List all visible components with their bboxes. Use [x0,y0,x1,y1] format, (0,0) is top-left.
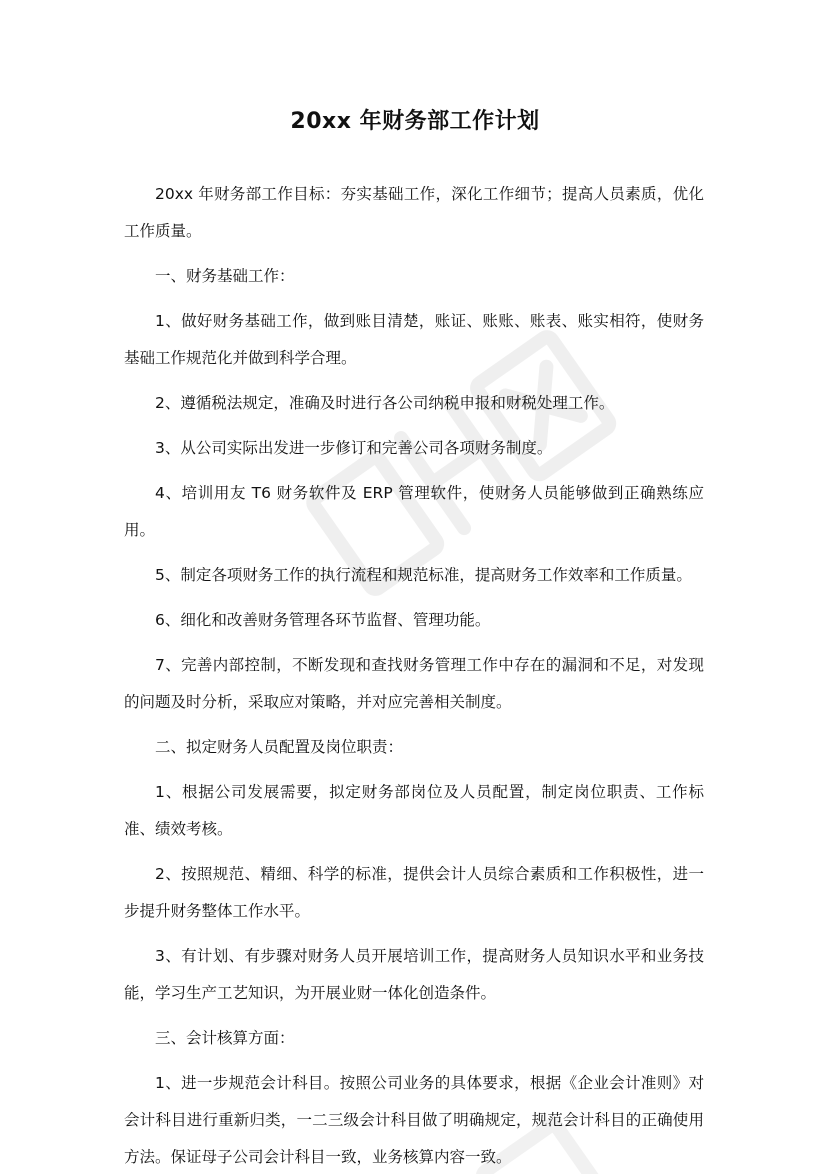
paragraph-goal: 20xx 年财务部工作目标：夯实基础工作，深化工作细节；提高人员素质，优化工作质量。 [124,185,704,240]
paragraph-staffing-1: 1、根据公司发展需要，拟定财务部岗位及人员配置，制定岗位职责、工作标准、绩效考核。 [124,783,704,838]
paragraph-basic-5: 5、制定各项财务工作的执行流程和规范标准，提高财务工作效率和工作质量。 [155,566,692,584]
document-title: 20xx 年财务部工作计划 [290,109,540,134]
paragraph-staffing-2: 2、按照规范、精细、科学的标准，提供会计人员综合素质和工作积极性，进一步提升财务整体工作水平。 [124,865,704,920]
section-heading-basic-work: 一、财务基础工作： [155,267,295,285]
paragraph-staffing-3: 3、有计划、有步骤对财务人员开展培训工作，提高财务人员知识水平和业务技能，学习生产工艺知识，为开展业财一体化创造条件。 [124,947,704,1002]
section-heading-accounting: 三、会计核算方面： [155,1029,295,1047]
document-body [124,176,704,1174]
paragraph-basic-4: 4、培训用友 T6 财务软件及 ERP 管理软件，使财务人员能够做到正确熟练应用。 [124,484,704,539]
paragraph-basic-2: 2、遵循税法规定，准确及时进行各公司纳税申报和财税处理工作。 [155,394,615,412]
paragraph-basic-6: 6、细化和改善财务管理各环节监督、管理功能。 [155,611,491,629]
section-heading-staffing: 二、拟定财务人员配置及岗位职责： [155,738,404,756]
paragraph-basic-7: 7、完善内部控制，不断发现和查找财务管理工作中存在的漏洞和不足，对发现的问题及时分析，采取应对策略，并对应完善相关制度。 [124,656,704,711]
paragraph-basic-1: 1、做好财务基础工作，做到账目清楚，账证、账账、账表、账实相符，使财务基础工作规范化并做到科学合理。 [124,312,704,367]
paragraph-accounting-1: 1、进一步规范会计科目。按照公司业务的具体要求，根据《企业会计准则》对会计科目进行重新归类，一二三级会计科目做了明确规定，规范会计科目的正确使用方法。保证母子公司会计科目一致，业务核算内容一致。 [124,1074,704,1166]
paragraph-basic-3: 3、从公司实际出发进一步修订和完善公司各项财务制度。 [155,439,553,457]
